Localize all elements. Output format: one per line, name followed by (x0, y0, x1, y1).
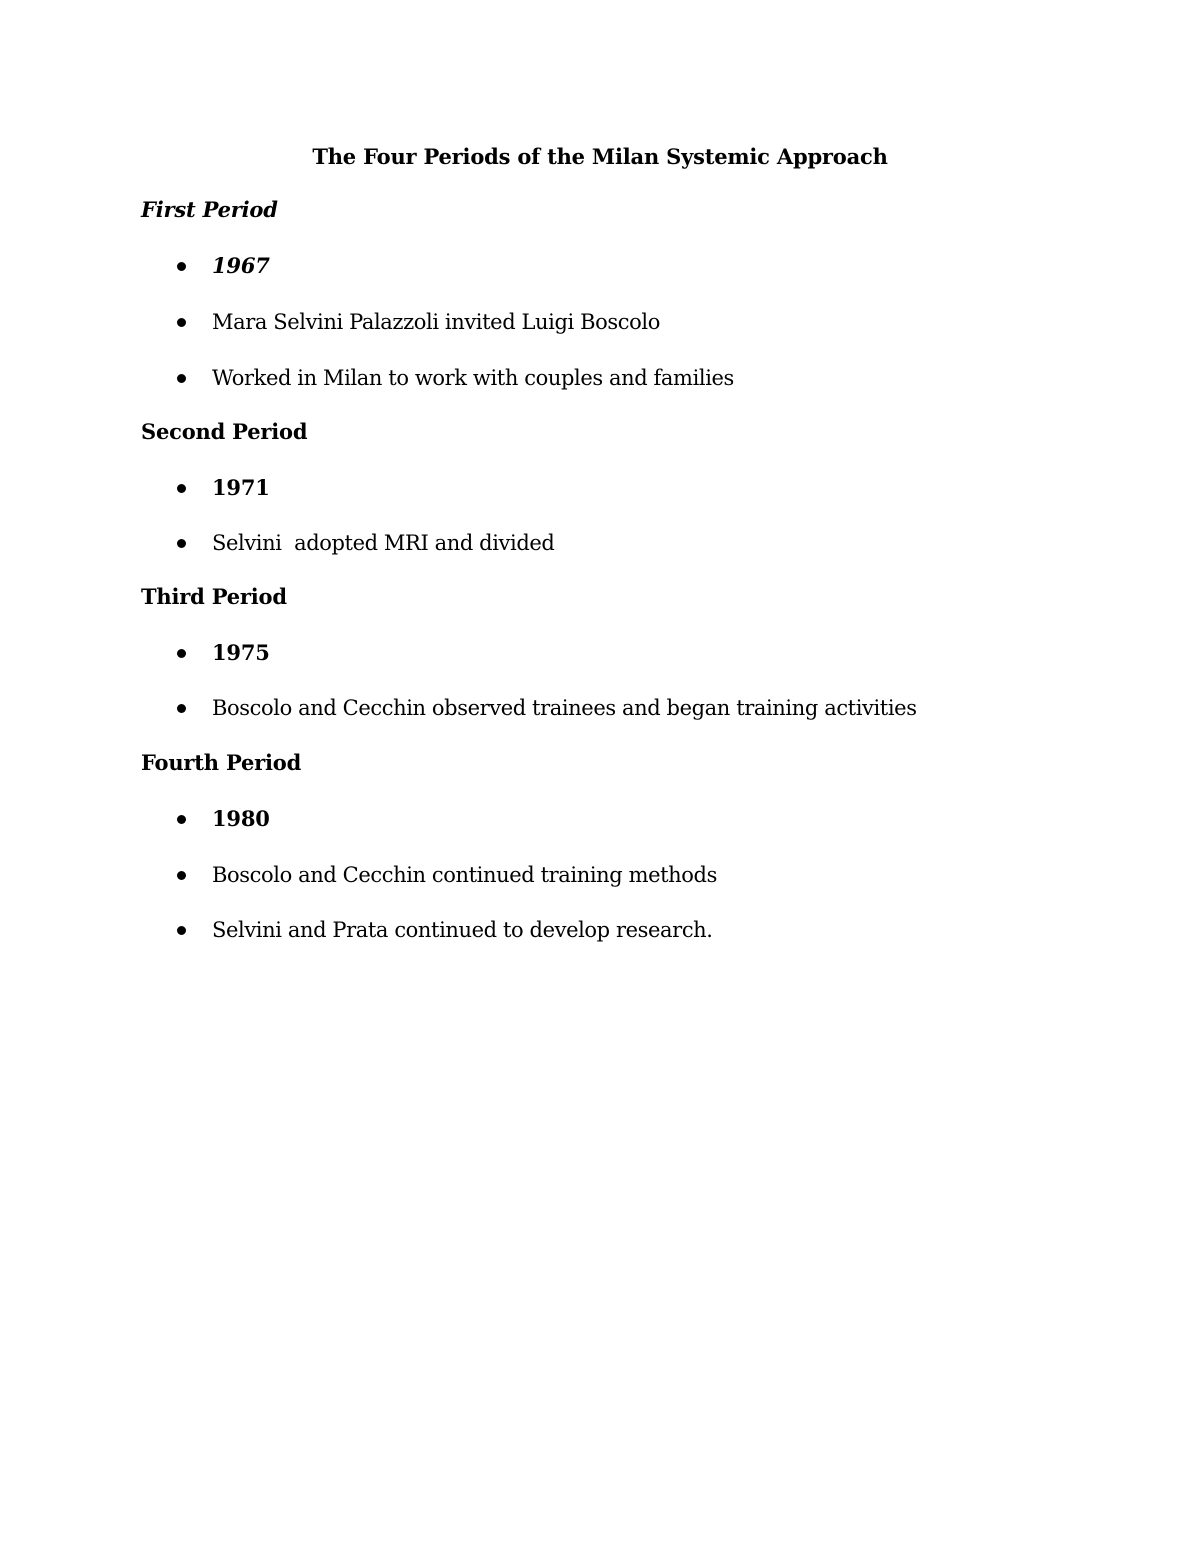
year-label: 1980 (212, 806, 270, 831)
list-item-text: Selvini and Prata continued to develop research. (212, 918, 713, 942)
document-title: The Four Periods of the Milan Systemic Approach (312, 144, 888, 169)
year-label: 1975 (212, 640, 270, 665)
bullet-icon (177, 704, 186, 713)
list-item-text: Boscolo and Cecchin observed trainees and began training activities (212, 696, 917, 720)
list-item-text: Boscolo and Cecchin continued training methods (212, 863, 717, 887)
bullet-icon (177, 815, 186, 824)
bullet-icon (177, 374, 186, 383)
bullet-icon (177, 539, 186, 548)
bullet-icon (177, 871, 186, 880)
year-label: 1967 (212, 253, 270, 278)
bullet-icon (177, 926, 186, 935)
bullet-icon (177, 318, 186, 327)
list-item-text: Mara Selvini Palazzoli invited Luigi Boscolo (212, 310, 660, 334)
year-label: 1971 (212, 475, 270, 500)
section-heading-third-period: Third Period (141, 584, 287, 609)
list-item-text: Worked in Milan to work with couples and families (212, 366, 734, 390)
bullet-icon (177, 649, 186, 658)
section-heading-fourth-period: Fourth Period (141, 750, 302, 775)
section-heading-second-period: Second Period (141, 419, 308, 444)
bullet-icon (177, 262, 186, 271)
bullet-icon (177, 484, 186, 493)
list-item-text: Selvini adopted MRI and divided (212, 531, 555, 555)
section-heading-first-period: First Period (141, 197, 278, 222)
